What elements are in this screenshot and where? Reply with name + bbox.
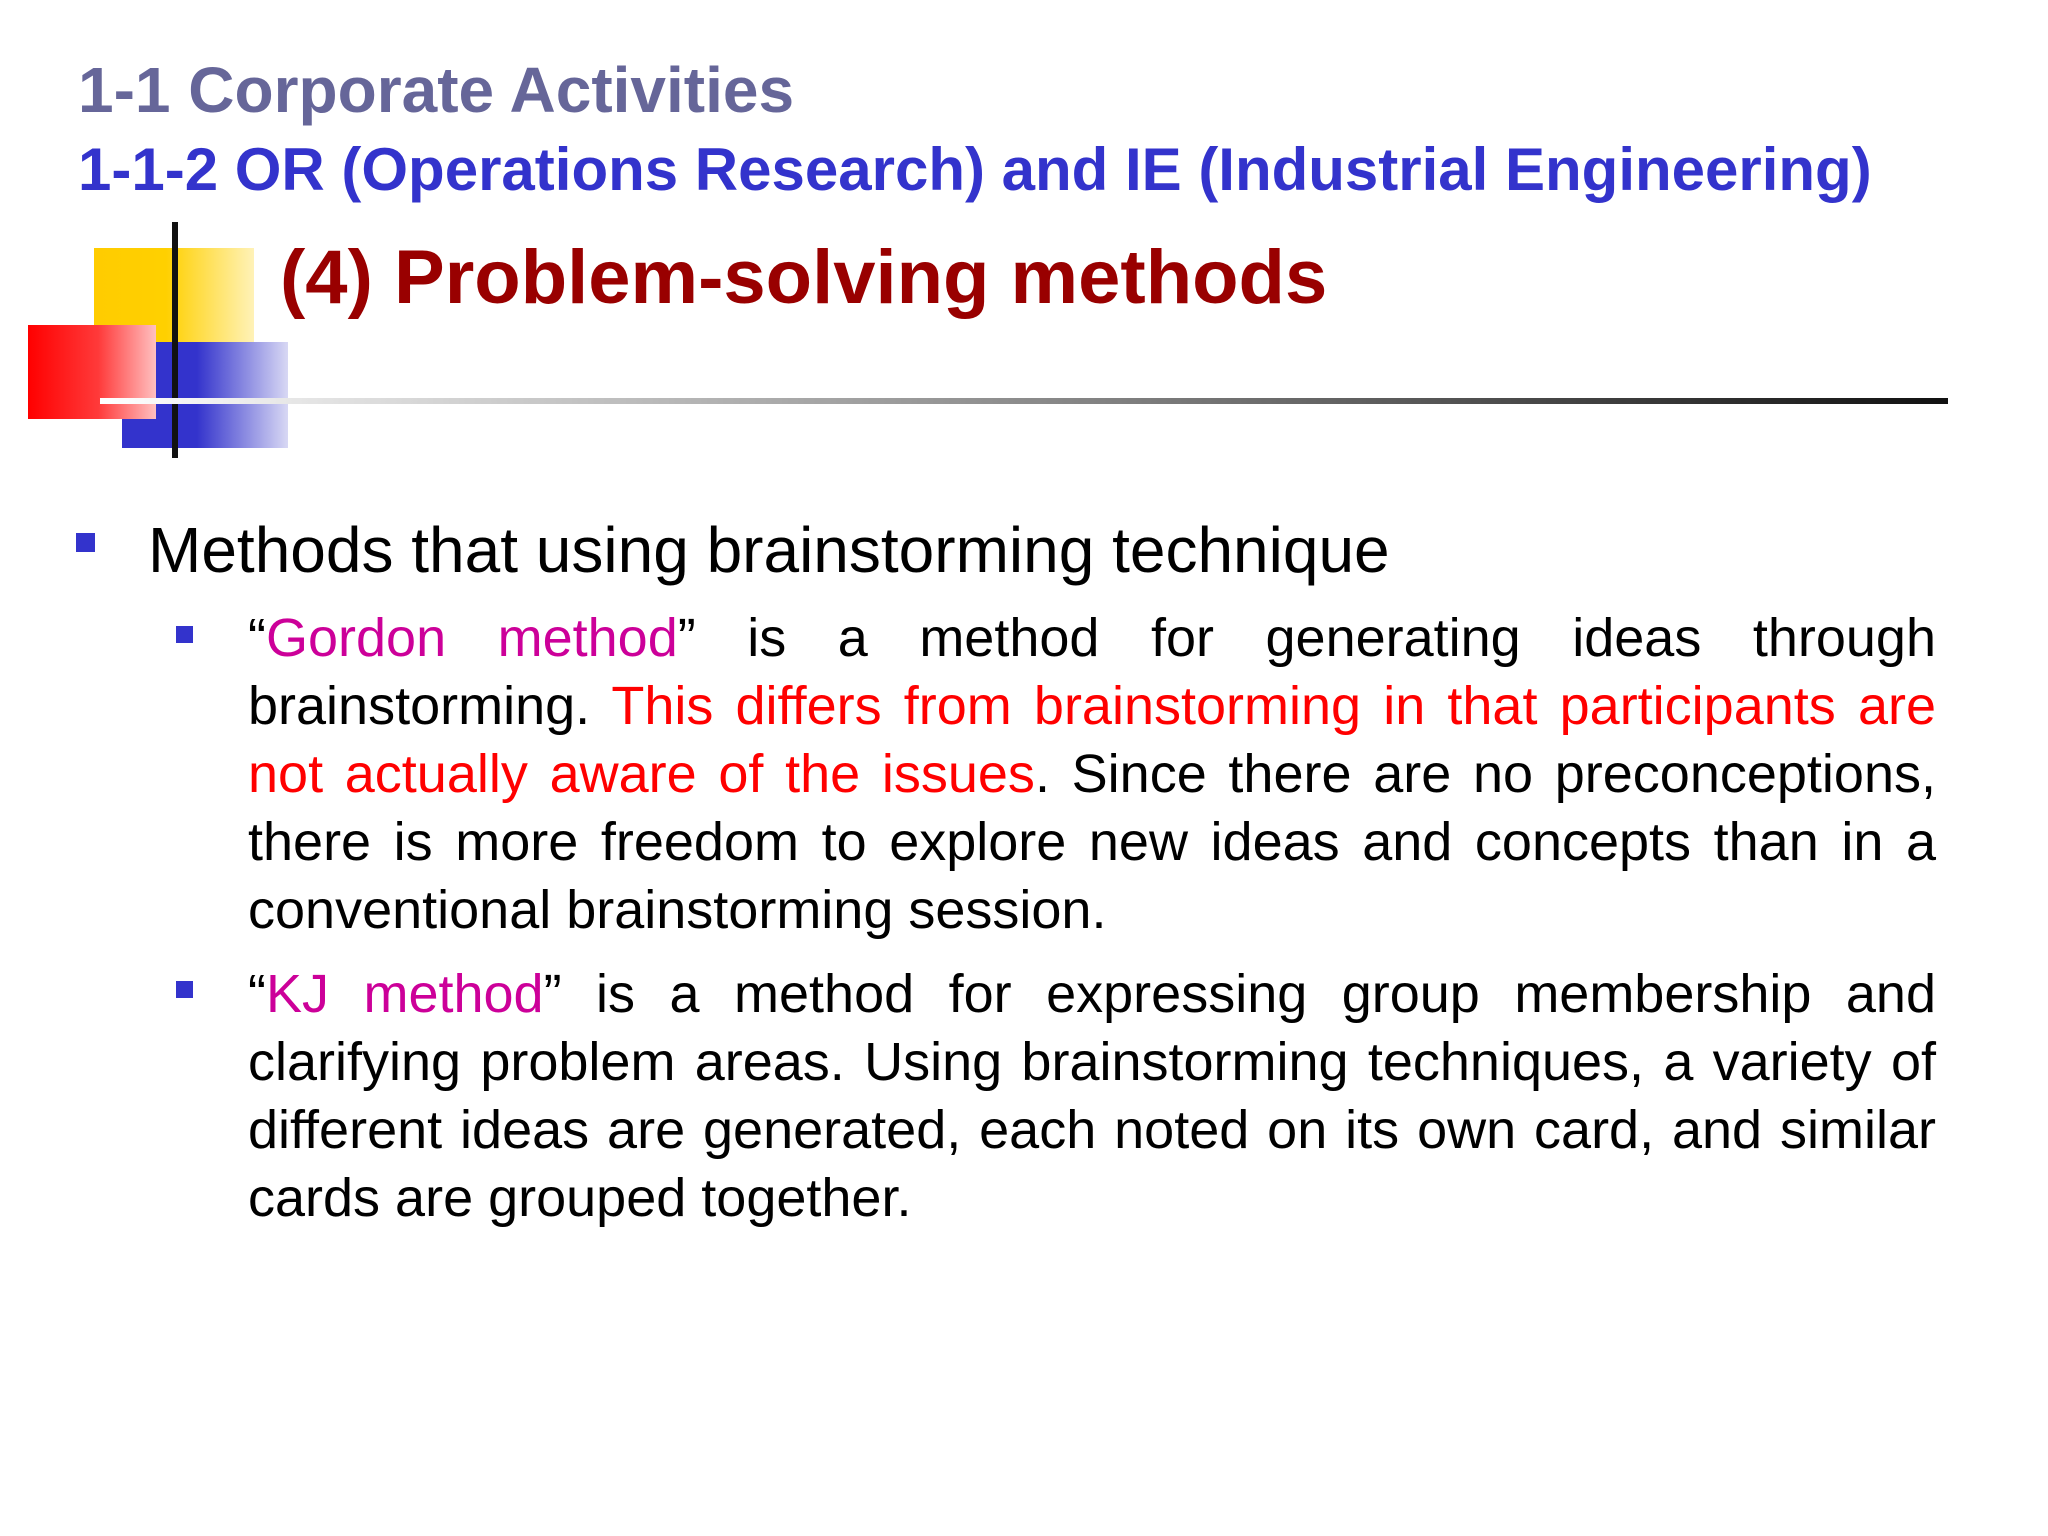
horizontal-rule	[100, 398, 1948, 404]
gordon-highlight: This differs from brainstorming in that participants are not actually aware of the issues	[248, 676, 1936, 804]
bullet-square-icon	[176, 981, 193, 998]
gordon-method-term: Gordon method	[265, 608, 678, 668]
kj-method-paragraph	[248, 960, 1936, 1232]
kj-text: ” is a method for expressing group membership and clarifying problem areas. Using brainstorming techniques, a variety of different ideas are generated, each noted on its own card, and similar cards are grouped together.	[248, 964, 1936, 1228]
section-heading: 1-1 Corporate Activities	[78, 54, 795, 126]
bullet-methods-brainstorming: Methods that using brainstorming technique	[148, 514, 1390, 586]
bullet-square-icon	[76, 533, 95, 552]
red-square	[28, 325, 156, 419]
bullet-square-icon	[176, 626, 193, 643]
gordon-text-a: ” is a method for generating ideas through brainstorming.	[248, 608, 1936, 736]
subsection-heading: 1-1-2 OR (Operations Research) and IE (Industrial Engineering)	[78, 136, 1872, 203]
kj-method-term: KJ method	[265, 964, 544, 1024]
gordon-method-paragraph	[248, 604, 1936, 944]
open-quote: “	[248, 964, 266, 1024]
vertical-rule	[172, 222, 178, 458]
open-quote: “	[248, 608, 266, 668]
gordon-text-b: . Since there are no preconceptions, there is more freedom to explore new ideas and concepts than in a conventional brainstorming session.	[248, 744, 1936, 940]
slide-title: (4) Problem-solving methods	[280, 235, 1328, 320]
